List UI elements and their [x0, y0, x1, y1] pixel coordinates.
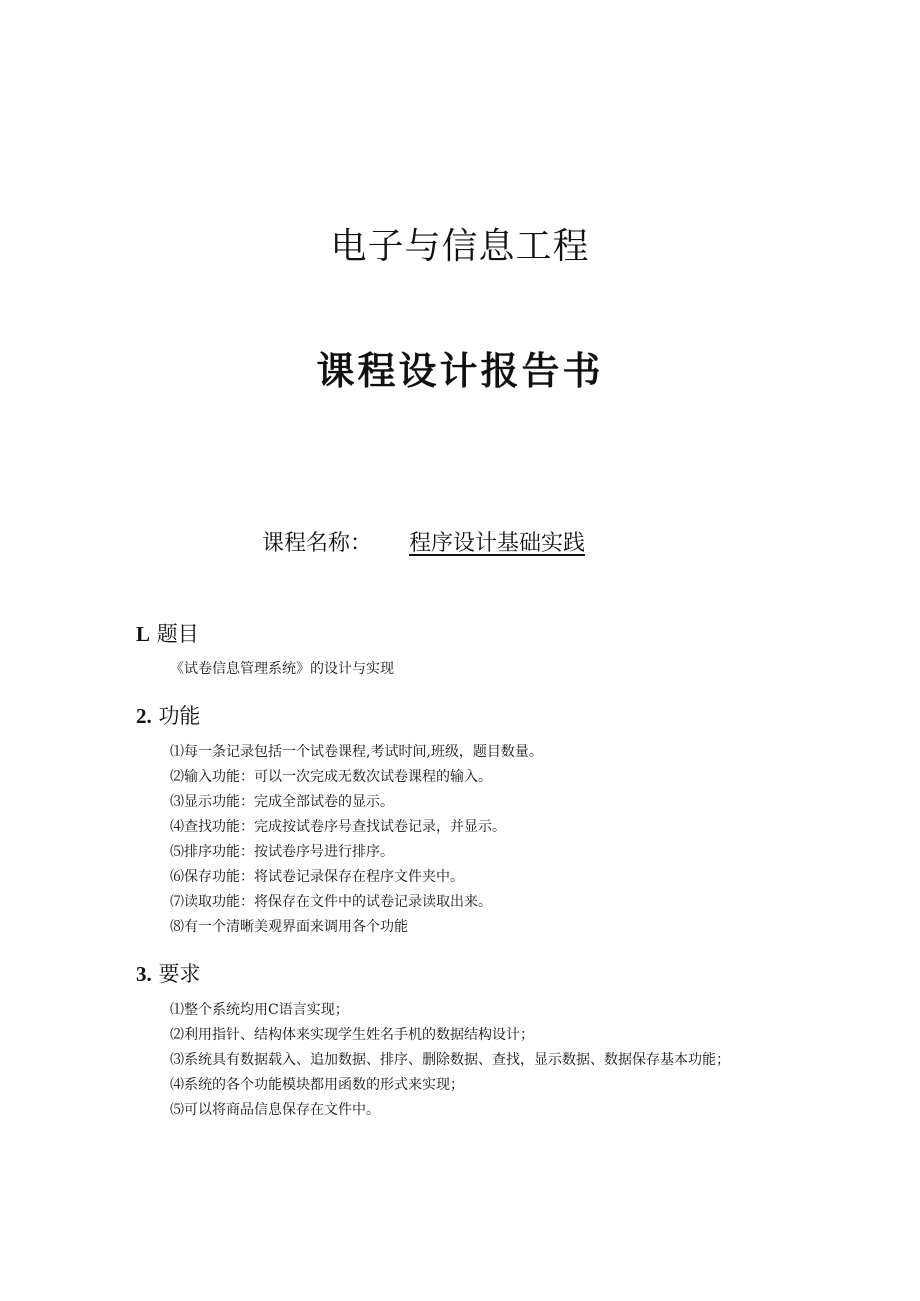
course-name-value: 程序设计基础实践: [409, 531, 586, 556]
section-body-functions: [136, 740, 776, 940]
course-name-row: [262, 526, 585, 557]
section-title: 题目: [156, 622, 199, 646]
list-item: ⑵输入功能：可以一次完成无数次试卷课程的输入。: [170, 769, 492, 785]
major-title: 电子与信息工程: [330, 226, 590, 267]
section-title: 要求: [158, 962, 201, 986]
list-item: ⑹保存功能：将试卷记录保存在程序文件夹中。: [170, 869, 464, 885]
list-item: ⑷系统的各个功能模块都用函数的形式来实现；: [170, 1077, 464, 1093]
list-item: ⑷查找功能：完成按试卷序号查找试卷记录，并显示。: [170, 819, 506, 835]
list-item: ⑶显示功能：完成全部试卷的显示。: [170, 794, 394, 810]
section-body-requirements: [136, 998, 776, 1123]
list-item: ⑴每一条记录包括一个试卷课程,考试时间,班级，题目数量。: [170, 744, 543, 760]
list-item: ⑸排序功能：按试卷序号进行排序。: [170, 844, 394, 860]
section-title: 功能: [158, 704, 201, 728]
section-number: 3.: [136, 962, 152, 986]
section-number: L: [136, 622, 151, 646]
list-item: ⑻有一个清晰美观界面来调用各个功能: [170, 919, 408, 935]
section-heading-functions: [136, 700, 200, 730]
list-item: 《试卷信息管理系统》的设计与实现: [170, 661, 394, 677]
section-body-topic: [136, 657, 776, 682]
list-item: ⑺读取功能：将保存在文件中的试卷记录读取出来。: [170, 894, 492, 910]
section-number: 2.: [136, 704, 152, 728]
section-heading-requirements: [136, 958, 200, 988]
list-item: ⑸可以将商品信息保存在文件中。: [170, 1102, 380, 1118]
list-item: ⑵利用指针、结构体来实现学生姓名手机的数据结构设计；: [170, 1027, 534, 1043]
course-name-label: 课程名称：: [262, 531, 373, 556]
list-item: ⑶系统具有数据载入、追加数据、排序、删除数据、查找，显示数据、数据保存基本功能；: [170, 1052, 730, 1068]
list-item: ⑴整个系统均用C语言实现；: [170, 1002, 349, 1018]
section-heading-topic: [136, 618, 199, 648]
report-title: 课程设计报告书: [316, 348, 604, 393]
